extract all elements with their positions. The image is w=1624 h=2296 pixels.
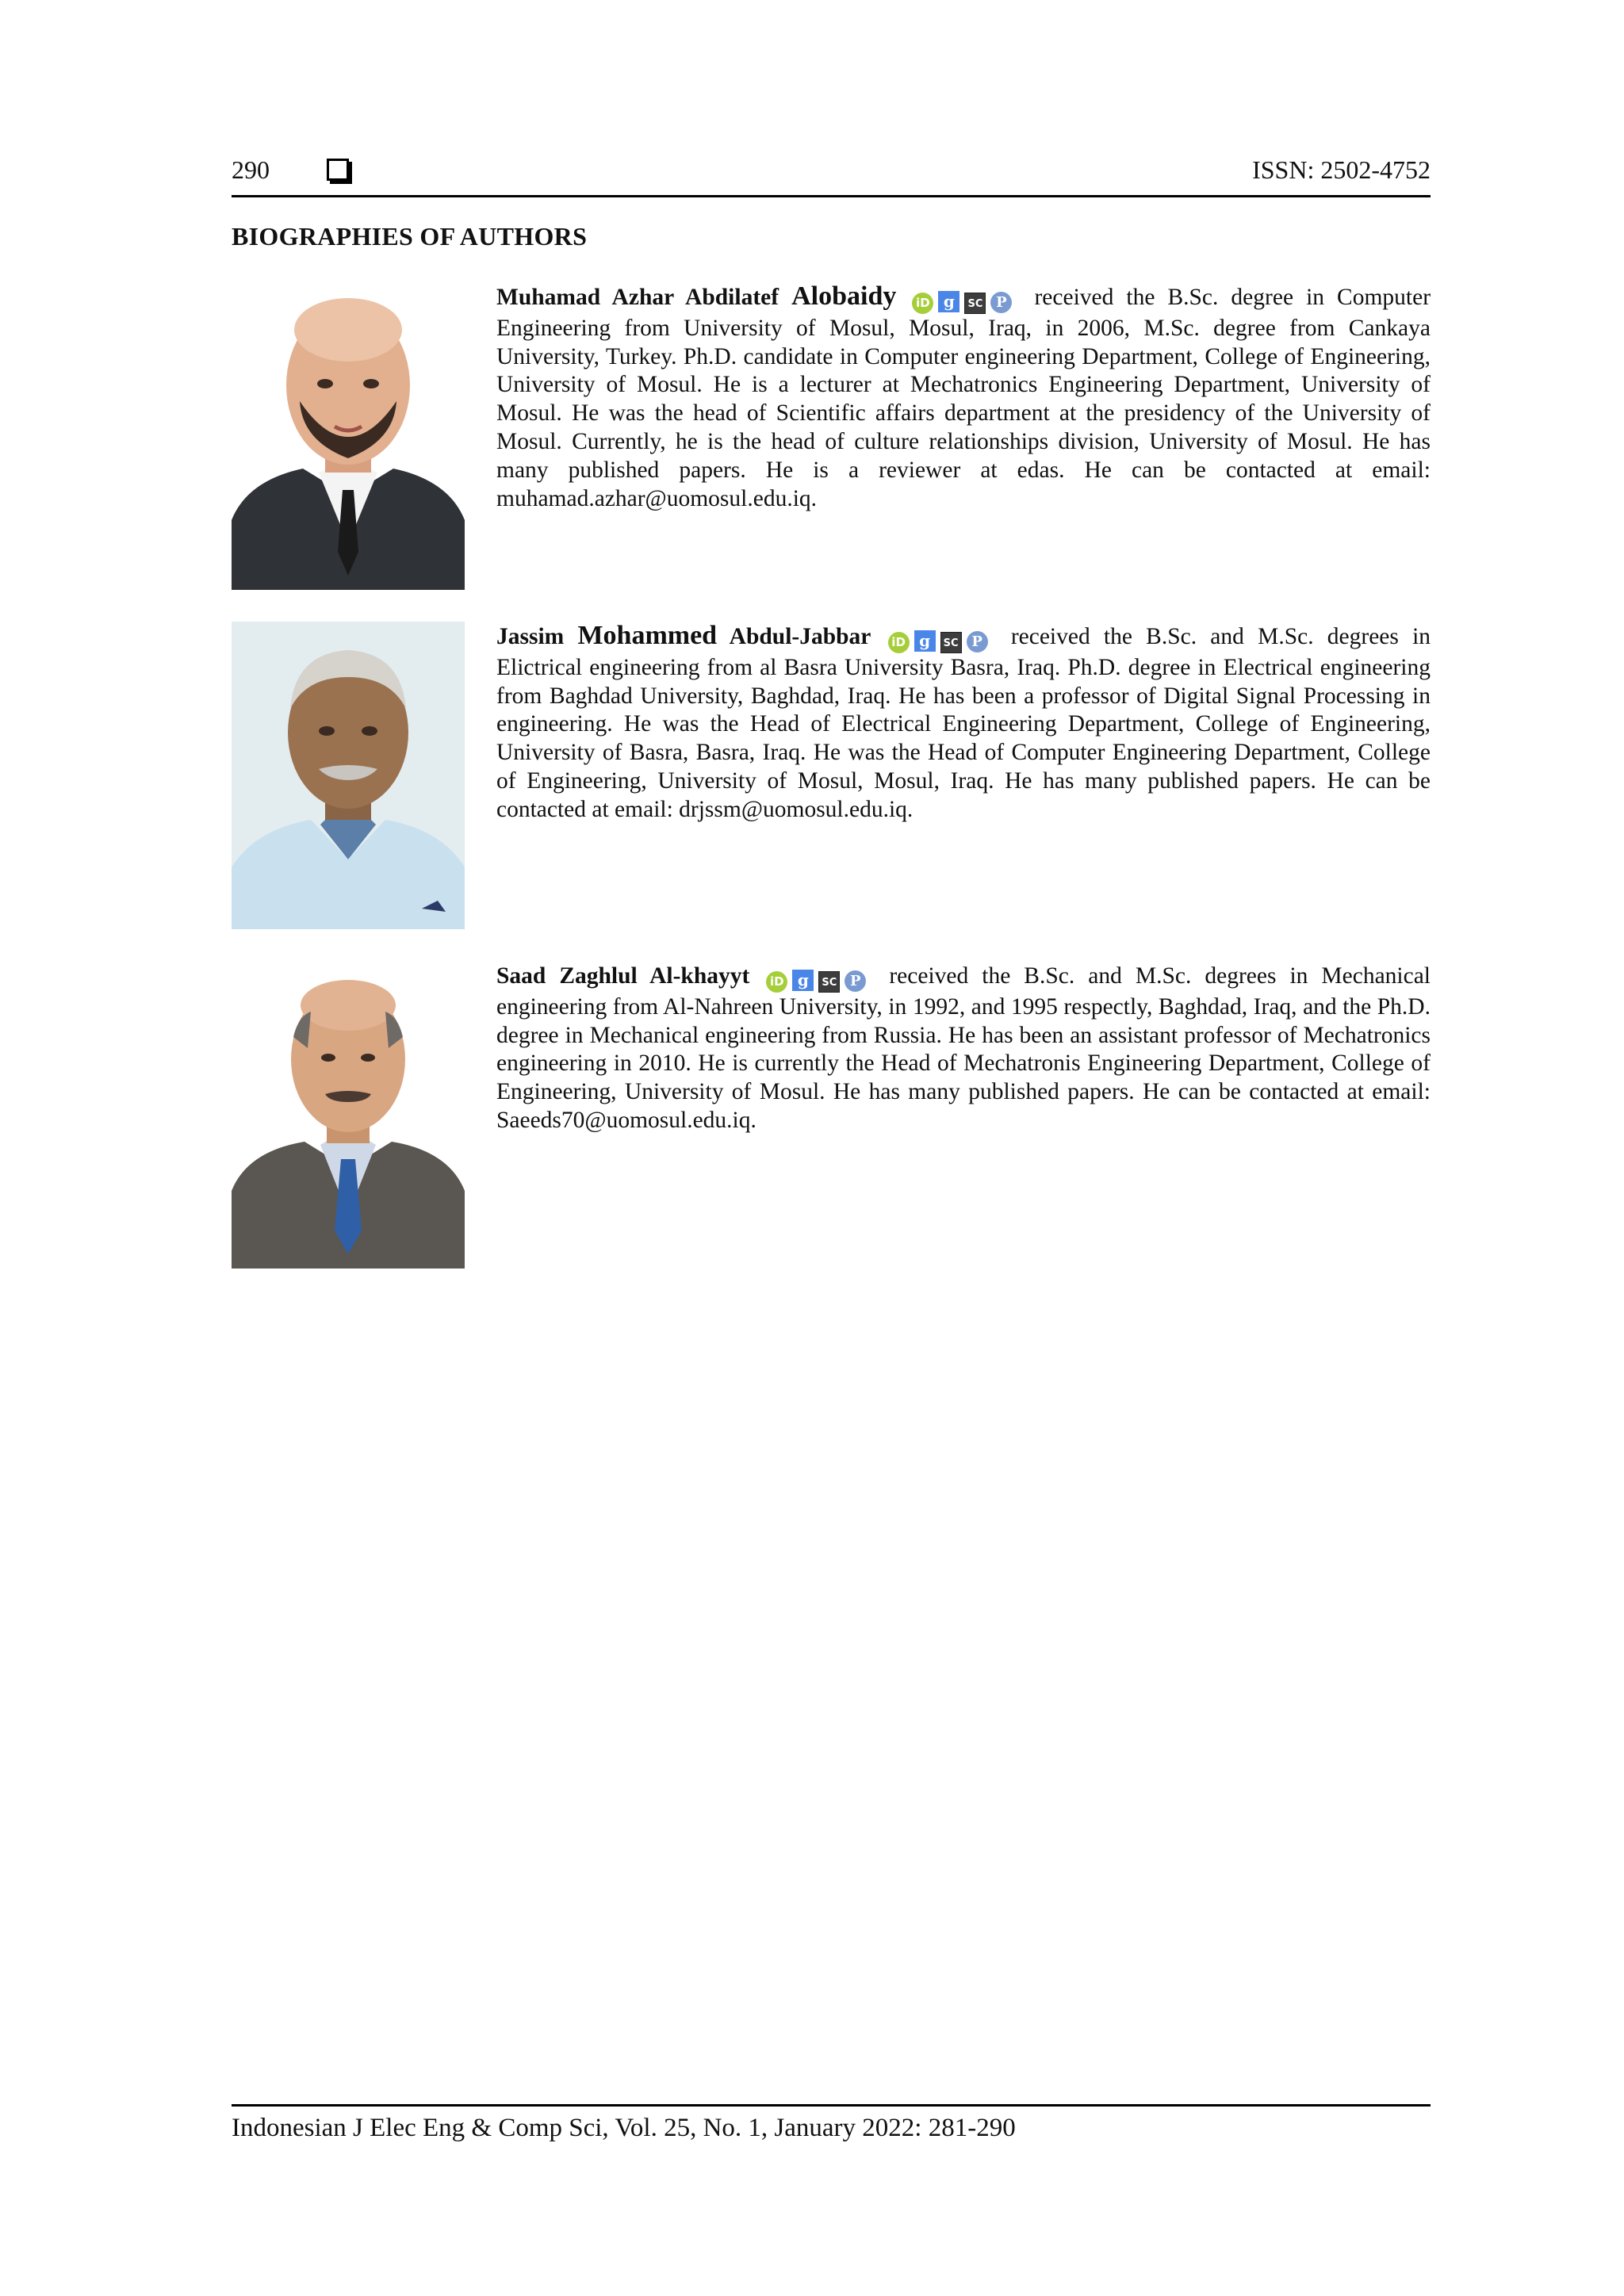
author-photo [232, 282, 465, 590]
scopus-icon[interactable]: SC [818, 971, 840, 993]
page-header [232, 154, 1431, 197]
page-footer: Indonesian J Elec Eng & Comp Sci, Vol. 25, No. 1, January 2022: 281-290 [232, 2104, 1431, 2145]
bio-text [496, 282, 1431, 513]
google-scholar-icon[interactable]: g [792, 970, 814, 991]
scopus-icon[interactable]: SC [940, 632, 962, 653]
author-photo [232, 961, 465, 1269]
bio-text [496, 622, 1431, 825]
google-scholar-icon[interactable]: g [938, 291, 959, 312]
publons-icon[interactable]: P [967, 631, 988, 652]
orcid-icon[interactable]: iD [888, 632, 910, 653]
issn: ISSN: 2502-4752 [1252, 155, 1431, 184]
profile-badges [888, 626, 993, 654]
publons-icon[interactable]: P [845, 970, 866, 992]
author-name: Muhamad Azhar Abdilatef Alobaidy [496, 281, 897, 311]
bio-description: received the B.Sc. and M.Sc. degrees in Elictrical engineering from al Basra University Basra, Iraq. Ph.D. degree in Electrical engineering from Baghdad University, Baghdad, Iraq. He has been a professor of Digital Signal Processing in engineering. He was the Head of Electrical Engineering Department, College of Engineering, University of Basra, Basra, Iraq. He was the Head of Computer Engineering Department, College of Engineering, University of Mosul, Mosul, Iraq. He has many published papers. He can be contacted at email: drjssm@uomosul.edu.iq. [496, 624, 1431, 822]
author-name: Jassim Mohammed Abdul-Jabbar [496, 621, 871, 650]
publons-icon[interactable]: P [990, 292, 1012, 313]
profile-badges [766, 965, 871, 993]
square-bullet-icon [327, 159, 349, 181]
scopus-icon[interactable]: SC [964, 293, 986, 314]
orcid-icon[interactable]: iD [766, 971, 787, 993]
author-name: Saad Zaghlul Al-khayyt [496, 963, 750, 989]
author-photo [232, 622, 465, 929]
profile-badges [912, 286, 1017, 315]
google-scholar-icon[interactable]: g [914, 630, 936, 652]
section-title: BIOGRAPHIES OF AUTHORS [232, 222, 588, 251]
page-number: 290 [232, 155, 270, 184]
orcid-icon[interactable]: iD [912, 293, 933, 314]
bio-text [496, 961, 1431, 1135]
bio-description: received the B.Sc. degree in Computer Engineering from University of Mosul, Mosul, Iraq, in 2006, M.Sc. degree from Cankaya University, Turkey. Ph.D. candidate in Computer engineering Department, College of Engineering, University of Mosul. He is a lecturer at Mechatronics Engineering Department, University of Mosul. He was the head of Scientific affairs department at the presidency of the University of Mosul. Currently, he is the head of culture relationships division, University of Mosul. He has many published papers. He is a reviewer at edas. He can be contacted at email: muhamad.azhar@uomosul.edu.iq. [496, 285, 1431, 511]
bio-description: received the B.Sc. and M.Sc. degrees in Mechanical engineering from Al-Nahreen University, in 1992, and 1995 respectly, Baghdad, Iraq, and the Ph.D. degree in Mechanical engineering from Russia. He has been an assistant professor of Mechatronics engineering in 2010. He is currently the Head of Mechatronis Engineering Department, College of Engineering, University of Mosul. He has many published papers. He can be contacted at email: Saeeds70@uomosul.edu.iq. [496, 963, 1431, 1133]
